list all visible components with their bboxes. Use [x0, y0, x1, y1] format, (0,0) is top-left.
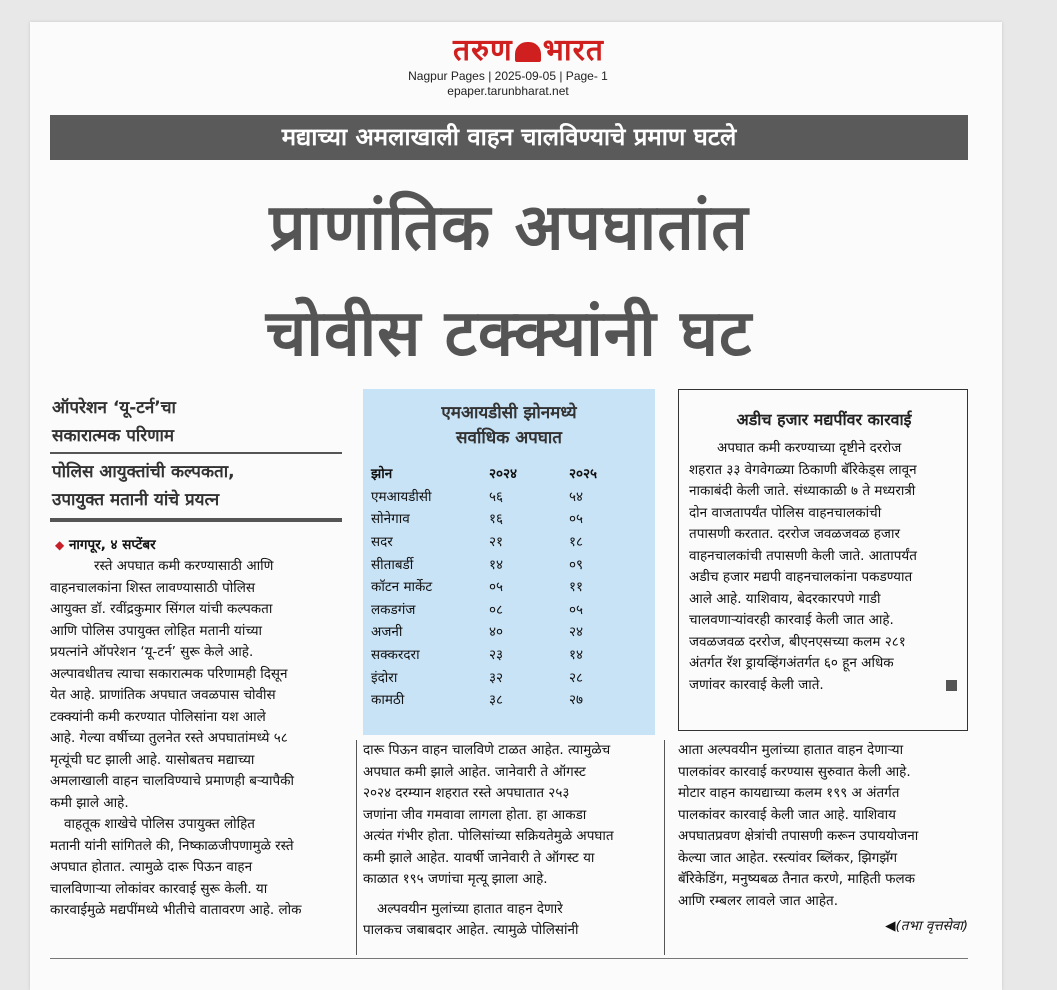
end-mark-icon [946, 680, 957, 691]
body-line: कारवाईमुळे मद्यपींमध्ये भीतीचे वातावरण आहे. लोक [50, 902, 302, 918]
table-row [371, 666, 639, 689]
zone-cell: सीताबर्डी [371, 556, 414, 573]
body-line: कमी झाले आहेत. यावर्षी जानेवारी ते ऑगस्ट या [363, 849, 595, 866]
value-2025-cell: ०५ [569, 511, 584, 528]
body-line: जवळजवळ दररोज, बीएनएसच्या कलम २८१ [689, 633, 906, 650]
body-line: नाकाबंदी केली जाते. संध्याकाळी ७ ते मध्यरात्री [689, 483, 916, 499]
body-line: जणांना जीव गमवावा लागला होता. हा आकडा [363, 806, 587, 823]
body-line: शहरात ३३ वेगवेगळ्या ठिकाणी बॅरिकेड्स लावून [689, 461, 917, 478]
table-row [371, 576, 639, 599]
body-line: पालकांवर कारवाई करण्यास सुरुवात केली आहे. [678, 763, 911, 780]
header-2025: २०२५ [569, 466, 598, 483]
table-row [371, 689, 639, 712]
credit: (तभा वृत्तसेवा) [895, 918, 968, 934]
body-line: अपघात होतात. त्यामुळे दारू पिऊन वाहन [50, 859, 253, 875]
headline-line-1: प्राणांतिक अपघातांत [269, 191, 749, 265]
headline-line-2: चोवीस टक्क्यांनी घट [265, 297, 753, 371]
subhead-1-line-2: सकारात्मक परिणाम [52, 426, 175, 446]
body-line: तपासणी करतात. दररोज जवळजवळ हजार [689, 526, 900, 542]
body-line: अमलाखाली वाहन चालविण्याचे प्रमाणही बऱ्यापैकी [50, 773, 295, 789]
table-row [371, 531, 639, 554]
header-zone: झोन [371, 466, 393, 483]
value-2025-cell: १८ [569, 534, 584, 551]
body-line: वाहनचालकांची तपासणी केली जाते. आतापर्यंत [689, 547, 917, 564]
middle-column-body [363, 740, 655, 942]
logo-text-right: भारत [542, 33, 604, 68]
value-2024-cell: २१ [489, 534, 504, 551]
body-line: टक्क्यांनी कमी करण्यात पोलिसांना यश आले [50, 708, 266, 725]
body-line: केल्या जात आहेत. रस्त्यांवर ब्लिंकर, झिगझॅग [678, 849, 898, 866]
body-line: बॅरिकेडिंग, मनुष्यबळ तैनात करणे, माहिती फलक [678, 871, 915, 887]
divider [50, 452, 342, 454]
body-line: अपघात कमी झाले आहेत. जानेवारी ते ऑगस्ट [363, 763, 586, 780]
body-line: रस्ते अपघात कमी करण्यासाठी आणि [94, 558, 274, 574]
body-line: अडीच हजार मद्यपी वाहनचालकांना पकडण्यात [689, 569, 913, 585]
body-line: वाहतूक शाखेचे पोलिस उपायुक्त लोहित [64, 816, 255, 832]
table-title-line-2: सर्वाधिक अपघात [456, 428, 562, 448]
value-2025-cell: ५४ [569, 488, 584, 505]
divider [50, 518, 342, 522]
body-line: २०२४ दरम्यान शहरात रस्ते अपघातात २५३ [363, 785, 570, 801]
subhead-1-line-1: ऑपरेशन ‘यू-टर्न’चा [52, 398, 176, 418]
zone-cell: अजनी [371, 624, 403, 641]
logo-emblem-icon [515, 42, 541, 62]
body-line: जणांवर कारवाई केली जाते. [689, 676, 824, 693]
subhead-2-line-2: उपायुक्त मतानी यांचे प्रयत्न [52, 490, 220, 510]
table-row [371, 553, 639, 576]
body-line: अपघातप्रवण क्षेत्रांची तपासणी करून उपाययोजना [678, 828, 919, 844]
value-2024-cell: १६ [489, 511, 504, 528]
table-header-row [371, 463, 639, 486]
zone-accident-table-box [363, 389, 655, 735]
bottom-rule [50, 958, 968, 959]
left-subhead-1 [52, 394, 352, 450]
body-line: आयुक्त डॉ. रवींद्रकुमार सिंगल यांची कल्पकता [50, 601, 273, 617]
body-line: अल्पावधीतच त्याचा सकारात्मक परिणामही दिसून [50, 665, 288, 682]
credit-line [678, 916, 968, 938]
body-line: आले आहे. याशिवाय, बेदरकारपणे गाडी [689, 590, 881, 607]
value-2024-cell: १४ [489, 556, 504, 573]
body-line: मृत्यूंची घट झाली आहे. यासोबतच मद्याच्या [50, 751, 255, 768]
zone-accident-table [371, 463, 639, 712]
zone-cell: इंदोरा [371, 669, 398, 686]
left-column-body [50, 556, 342, 922]
body-line: मतानी यांनी सांगितले की, निष्काळजीपणामुळे रस्ते [50, 837, 294, 854]
value-2024-cell: ०५ [489, 579, 504, 596]
column-divider [664, 740, 665, 955]
body-line: कमी झाले आहे. [50, 794, 129, 811]
subhead-2-line-1: पोलिस आयुक्तांची कल्पकता, [52, 462, 235, 482]
value-2024-cell: २३ [489, 647, 504, 664]
value-2025-cell: २८ [569, 669, 584, 686]
value-2025-cell: २७ [569, 692, 584, 709]
body-line: दोन वाजतापर्यंत पोलिस वाहनचालकांची [689, 504, 882, 521]
edition-line: Nagpur Pages | 2025-09-05 | Page- 1 [408, 69, 608, 83]
body-line: अंतर्गत रॅश ड्रायव्हिंगअंतर्गत ६० हून अधिक [689, 655, 894, 671]
zone-cell: एमआयडीसी [371, 488, 432, 505]
body-line: वाहनचालकांना शिस्त लावण्यासाठी पोलिस [50, 579, 256, 596]
body-line: पालकांवर कारवाई केली जात आहे. याशिवाय [678, 806, 897, 823]
dateline-text: नागपूर, ४ सप्टेंबर [68, 537, 156, 553]
body-line: आहे. गेल्या वर्षीच्या तुलनेत रस्ते अपघातांमध्ये ५८ [50, 730, 288, 746]
side-box-title: अडीच हजार मद्यपींवर कारवाई [736, 410, 912, 429]
diamond-bullet-icon: ◆ [55, 538, 65, 552]
body-line: मोटार वाहन कायद्याच्या कलम १९९ अ अंतर्गत [678, 785, 900, 801]
body-line: आणि रम्बलर लावले जात आहेत. [678, 892, 838, 909]
zone-cell: सक्करदरा [371, 647, 420, 664]
zone-cell: सोनेगाव [371, 511, 410, 528]
logo-text-left: तरुण [453, 33, 513, 68]
body-line: आणि पोलिस उपायुक्त लोहित मतानी यांच्या [50, 622, 263, 639]
zone-cell: कॉटन मार्केट [371, 579, 433, 596]
value-2024-cell: ४० [489, 624, 504, 641]
table-row [371, 508, 639, 531]
value-2025-cell: २४ [569, 624, 584, 641]
value-2024-cell: ०८ [489, 601, 504, 618]
value-2024-cell: ५६ [489, 488, 504, 505]
body-line: अपघात कमी करण्याच्या दृष्टीने दररोज [717, 440, 902, 456]
body-line: येत आहे. प्राणांतिक अपघात जवळपास चोवीस [50, 687, 276, 703]
header-2024: २०२४ [489, 466, 518, 483]
side-box-body [689, 438, 957, 696]
table-row [371, 486, 639, 509]
table-row [371, 644, 639, 667]
body-line: प्रयत्नांने ऑपरेशन ‘यू-टर्न’ सुरू केले आहे. [50, 644, 254, 660]
right-column-body [678, 740, 968, 938]
zone-cell: लकडगंज [371, 601, 416, 618]
side-box-last-line [689, 675, 957, 697]
table-row [371, 599, 639, 622]
dateline [55, 535, 156, 557]
zone-cell: सदर [371, 534, 393, 551]
value-2024-cell: ३२ [489, 669, 504, 686]
left-subhead-2 [52, 458, 352, 514]
value-2025-cell: ११ [569, 579, 584, 596]
masthead-logo [0, 34, 1057, 68]
side-story-box [678, 389, 968, 731]
body-line: काळात १९५ जणांचा मृत्यू झाला आहे. [363, 871, 548, 887]
kicker-band: मद्याच्या अमलाखाली वाहन चालविण्याचे प्रमाण घटले [50, 115, 968, 160]
body-line: पालकच जबाबदार आहेत. त्यामुळे पोलिसांनी [363, 922, 579, 938]
value-2025-cell: ०५ [569, 601, 584, 618]
body-line: दारू पिऊन वाहन चालविणे टाळत आहेत. त्यामुळेच [363, 742, 611, 758]
table-row [371, 621, 639, 644]
table-title [363, 401, 655, 451]
site-url: epaper.tarunbharat.net [447, 84, 569, 98]
column-divider [356, 740, 357, 955]
value-2024-cell: ३८ [489, 692, 504, 709]
value-2025-cell: १४ [569, 647, 584, 664]
body-line: अल्पवयीन मुलांच्या हातात वाहन देणारे [377, 900, 563, 917]
body-line: अत्यंत गंभीर होता. पोलिसांच्या सक्रियतेमुळे अपघात [363, 828, 614, 844]
body-line: चालविणाऱ्या लोकांवर कारवाई सुरू केली. या [50, 880, 268, 897]
body-line: चालवणाऱ्यांवरही कारवाई केली जात आहे. [689, 612, 894, 628]
left-triangle-icon: ◀ [885, 918, 896, 934]
body-line: आता अल्पवयीन मुलांच्या हातात वाहन देणाऱ्या [678, 742, 904, 758]
table-title-line-1: एमआयडीसी झोनमध्ये [441, 403, 577, 423]
zone-cell: कामठी [371, 692, 405, 709]
value-2025-cell: ०९ [569, 556, 584, 573]
